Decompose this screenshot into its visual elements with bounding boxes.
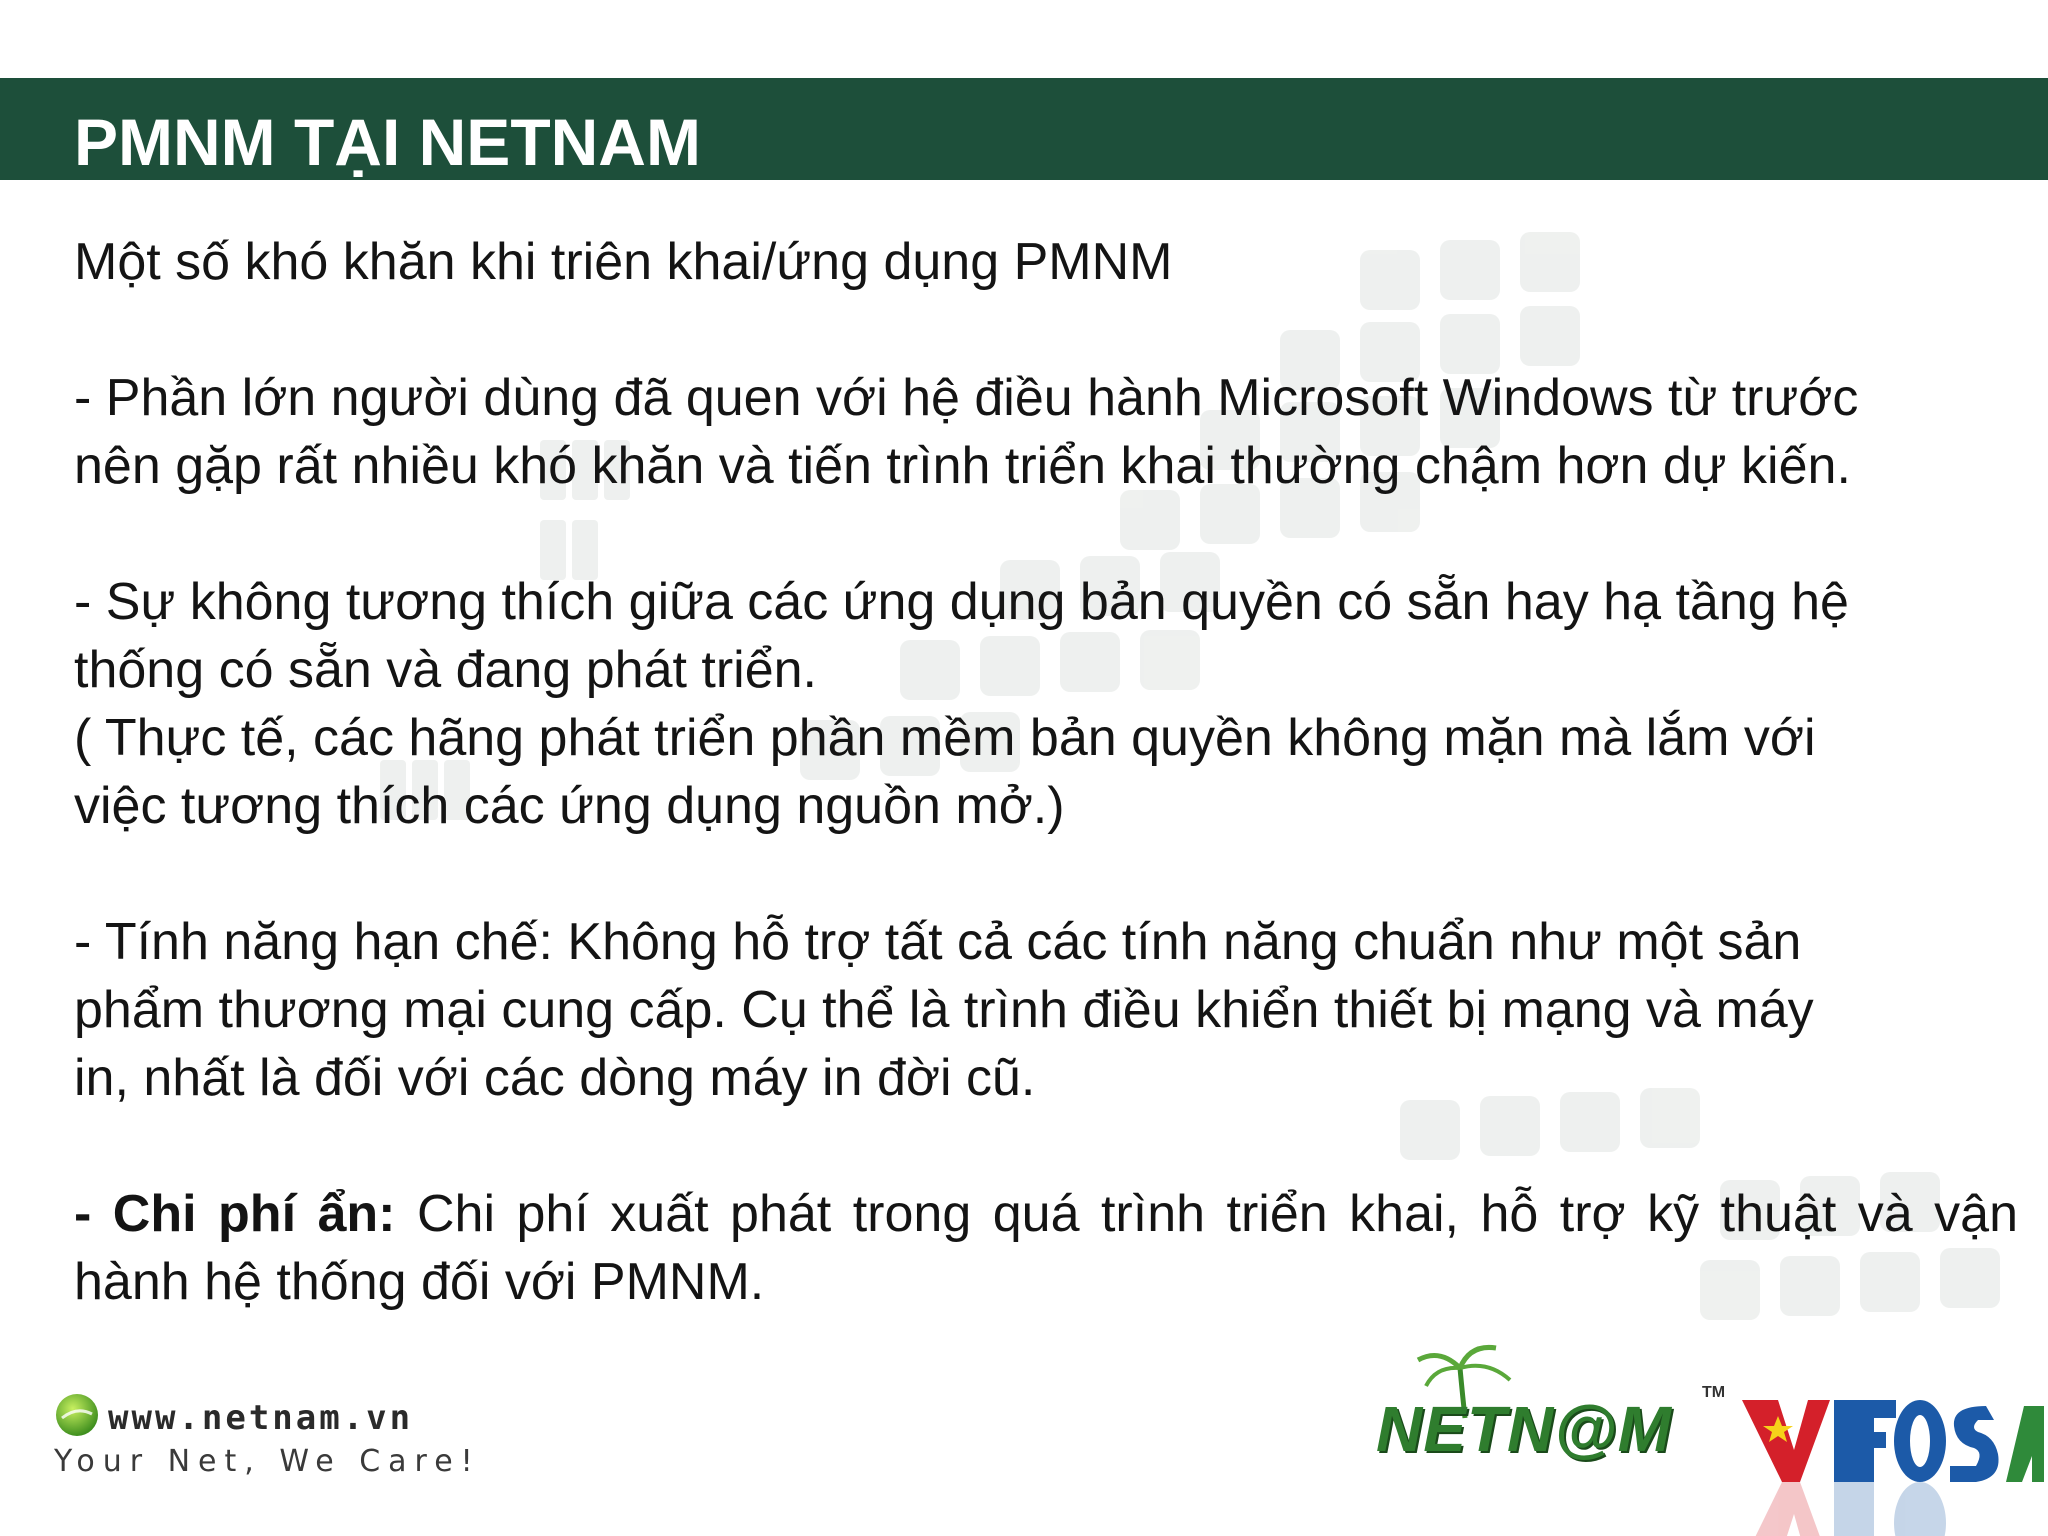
footer-website (50, 1390, 481, 1490)
netnam-wordmark: NETN@M (1376, 1393, 1672, 1465)
slide-heading: Một số khó khăn khi triên khai/ứng dụng PMNM (74, 233, 1173, 291)
point-line: nên gặp rất nhiều khó khăn và tiến trình triển khai thường chậm hơn dự kiến. (74, 437, 1851, 495)
website-url[interactable]: www.netnam.vn (108, 1398, 414, 1438)
netnam-logo (1370, 1340, 1730, 1480)
point-line: phẩm thương mại cung cấp. Cụ thể là trình điều khiển thiết bị mạng và máy (74, 981, 1814, 1039)
point-line: in, nhất là đối với các dòng máy in đời cũ. (74, 1049, 1036, 1107)
website-tagline: Your Net, We Care! (54, 1444, 481, 1479)
point-incompatibility (74, 568, 2024, 840)
point-hidden-cost (74, 1180, 2018, 1316)
point-line: việc tương thích các ứng dụng nguồn mở.) (74, 777, 1065, 835)
globe-icon (54, 1392, 100, 1438)
hidden-cost-text: Chi phí xuất phát trong quá trình triển khai, hỗ trợ kỹ thuật và vận hành hệ thống đối với PMNM. (74, 1185, 2018, 1311)
slide-title: PMNM TẠI NETNAM (74, 105, 701, 179)
point-line: - Sự không tương thích giữa các ứng dụng bản quyền có sẵn hay hạ tầng hệ (74, 573, 1849, 631)
slide-body (74, 228, 2024, 1316)
point-line: ( Thực tế, các hãng phát triển phần mềm bản quyền không mặn mà lắm với (74, 709, 1816, 767)
hidden-cost-lead: - Chi phí ẩn: (74, 1185, 396, 1243)
point-windows-habit (74, 364, 2024, 500)
point-line: - Phần lớn người dùng đã quen với hệ điều hành Microsoft Windows từ trước (74, 369, 1859, 427)
point-line: - Tính năng hạn chế: Không hỗ trợ tất cả các tính năng chuẩn như một sản (74, 913, 1802, 971)
point-limited-features (74, 908, 2024, 1112)
trademark-mark: TM (1702, 1384, 1726, 1401)
point-line: thống có sẵn và đang phát triển. (74, 641, 817, 699)
vfossa-logo (1738, 1370, 2048, 1536)
